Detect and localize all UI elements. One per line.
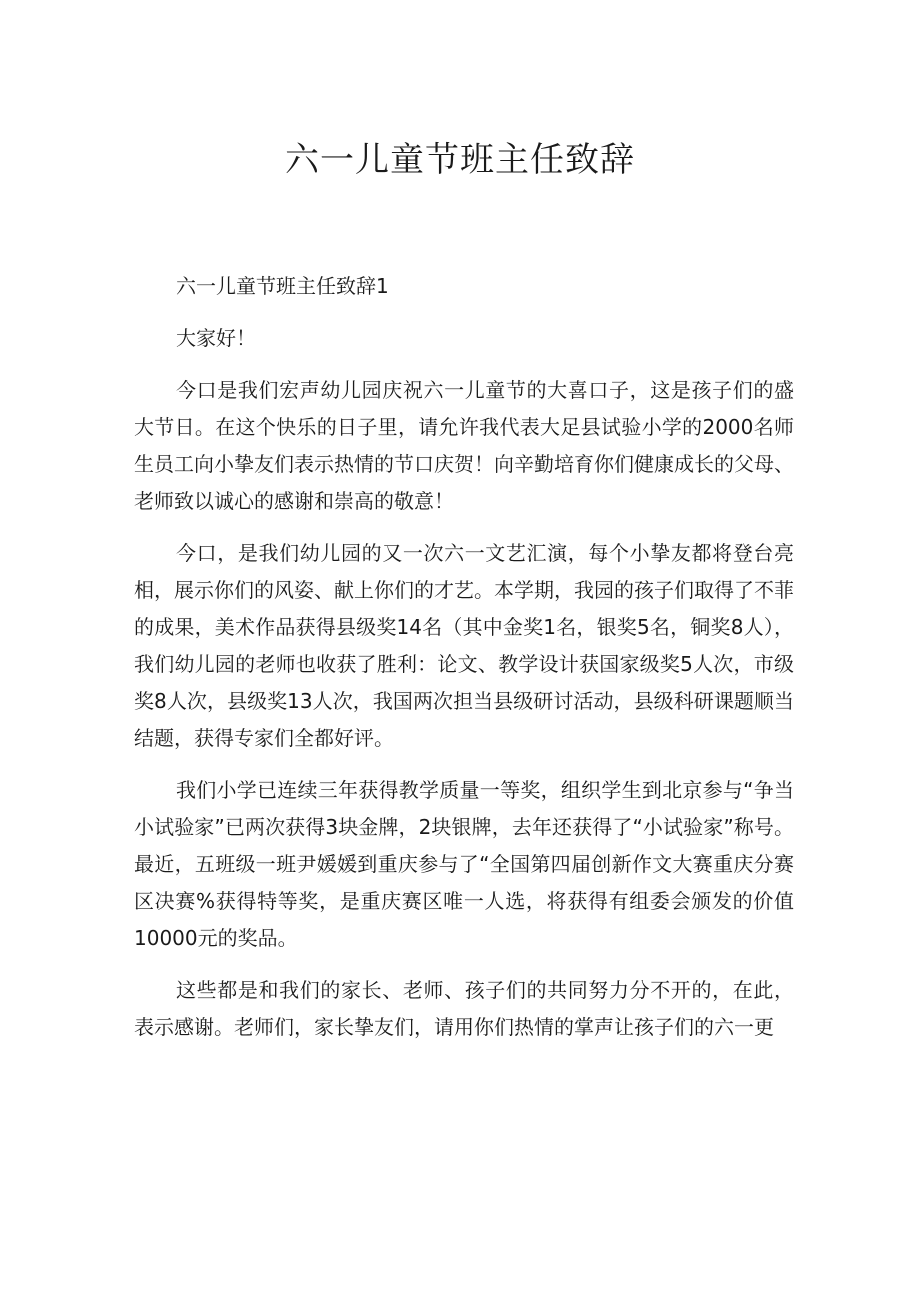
section-heading: 六一儿童节班主任致辞1: [176, 274, 389, 298]
body-paragraph: 这些都是和我们的家长、老师、孩子们的共同努力分不开的，在此，表示感谢。老师们，家长挚友们，请用你们热情的掌声让孩子们的六一更: [134, 978, 794, 1039]
greeting-paragraph: 大家好！: [176, 326, 256, 350]
body-paragraph: 我们小学已连续三年获得教学质量一等奖，组织学生到北京参与“争当小试验家”已两次获得3块金牌，2块银牌，去年还获得了“小试验家”称号。最近，五班级一班尹媛媛到重庆参与了“全国第四届创新作文大赛重庆分赛区决赛%获得特等奖，是重庆赛区唯一人选，将获得有组委会颁发的价值10000元的奖品。: [134, 778, 794, 950]
body-paragraph: 今口是我们宏声幼儿园庆祝六一儿童节的大喜口子，这是孩子们的盛大节日。在这个快乐的日子里，请允许我代表大足县试验小学的2000名师生员工向小挚友们表示热情的节口庆贺！向辛勤培育你们健康成长的父母、老师致以诚心的感谢和崇高的敬意！: [134, 378, 794, 513]
document-title: 六一儿童节班主任致辞: [285, 140, 635, 180]
body-paragraph: 今口，是我们幼儿园的又一次六一文艺汇演，每个小挚友都将登台亮相，展示你们的风姿、献上你们的才艺。本学期，我园的孩子们取得了不菲的成果，美术作品获得县级奖14名（其中金奖1名，银奖5名，铜奖8人），我们幼儿园的老师也收获了胜利：论文、教学设计获国家级奖5人次，市级奖8人次，县级奖13人次，我国两次担当县级研讨活动，县级科研课题顺当结题，获得专家们全都好评。: [134, 541, 794, 750]
document-body: [134, 268, 794, 1061]
